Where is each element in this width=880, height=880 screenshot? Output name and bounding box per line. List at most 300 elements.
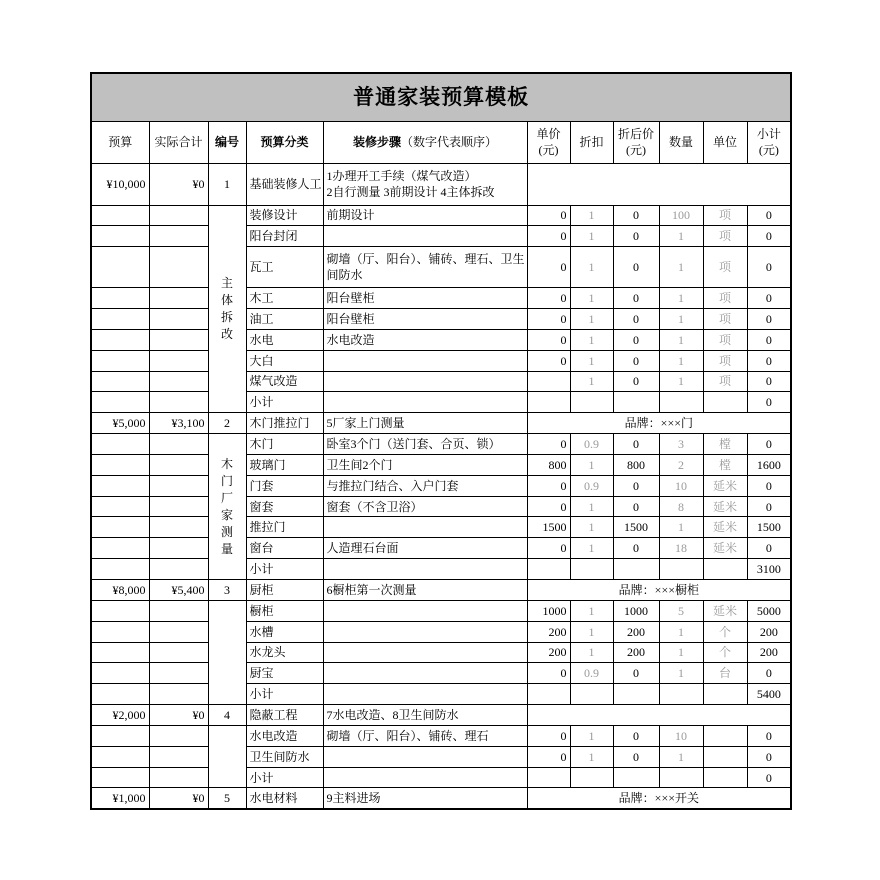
item-row (91, 663, 791, 684)
discount-value: 1 (570, 621, 613, 642)
discount-value: 1 (570, 746, 613, 767)
empty-actual-total-cell (149, 434, 208, 455)
subtotal-value: 0 (747, 746, 791, 767)
budget-value: ¥10,000 (91, 163, 149, 205)
header-number: 编号 (208, 121, 246, 163)
unit-label (703, 746, 747, 767)
empty-actual-total-cell (149, 684, 208, 705)
category-label: 水龙头 (246, 642, 323, 663)
header-category: 预算分类 (246, 121, 323, 163)
quantity-value: 1 (659, 371, 703, 392)
section-side-label (208, 600, 246, 704)
empty-budget-cell (91, 247, 149, 288)
item-row (91, 496, 791, 517)
unit-price-value: 1000 (527, 600, 570, 621)
unit-label: 项 (703, 371, 747, 392)
unit-price-value (527, 767, 570, 788)
empty-actual-total-cell (149, 600, 208, 621)
steps-text (323, 226, 527, 247)
empty-budget-cell (91, 371, 149, 392)
steps-text: 1办理开工手续（煤气改造） 2自行测量 3前期设计 4主体拆改 (323, 163, 527, 205)
unit-label: 项 (703, 247, 747, 288)
subtotal-value: 0 (747, 247, 791, 288)
empty-budget-cell (91, 559, 149, 580)
unit-label (703, 725, 747, 746)
unit-label: 延米 (703, 475, 747, 496)
item-row (91, 454, 791, 475)
page-title: 普通家装预算模板 (91, 73, 791, 121)
steps-text (323, 746, 527, 767)
category-label: 橱柜 (246, 600, 323, 621)
category-label: 窗套 (246, 496, 323, 517)
subtotal-value: 5400 (747, 684, 791, 705)
item-row (91, 684, 791, 705)
unit-price-value: 0 (527, 226, 570, 247)
item-row (91, 288, 791, 309)
quantity-value: 1 (659, 746, 703, 767)
discounted-price-value: 0 (613, 475, 659, 496)
header-steps-label: 装修步骤 (352, 135, 401, 149)
quantity-value: 18 (659, 538, 703, 559)
unit-price-value (527, 371, 570, 392)
subtotal-value: 1600 (747, 454, 791, 475)
unit-price-value: 1500 (527, 517, 570, 538)
discount-value: 1 (570, 247, 613, 288)
unit-label: 樘 (703, 454, 747, 475)
discounted-price-value: 200 (613, 642, 659, 663)
category-label: 水电改造 (246, 725, 323, 746)
steps-text: 阳台壁柜 (323, 309, 527, 330)
subtotal-value: 0 (747, 663, 791, 684)
discounted-price-value: 0 (613, 205, 659, 226)
header-steps (323, 121, 527, 163)
subtotal-value: 0 (747, 371, 791, 392)
category-label: 阳台封闭 (246, 226, 323, 247)
empty-budget-cell (91, 600, 149, 621)
unit-price-value: 0 (527, 475, 570, 496)
unit-price-value: 0 (527, 205, 570, 226)
item-row (91, 329, 791, 350)
category-label: 油工 (246, 309, 323, 330)
category-label: 水电 (246, 329, 323, 350)
unit-price-value: 200 (527, 621, 570, 642)
category-label: 水槽 (246, 621, 323, 642)
discounted-price-value: 1000 (613, 600, 659, 621)
item-row (91, 538, 791, 559)
section-row (91, 705, 791, 726)
empty-actual-total-cell (149, 350, 208, 371)
discount-value: 0.9 (570, 434, 613, 455)
empty-actual-total-cell (149, 746, 208, 767)
header-steps-note: （数字代表顺序） (401, 135, 498, 149)
actual-total-value: ¥0 (149, 163, 208, 205)
category-label: 瓦工 (246, 247, 323, 288)
steps-text: 卫生间2个门 (323, 454, 527, 475)
discount-value: 1 (570, 496, 613, 517)
quantity-value: 10 (659, 725, 703, 746)
discount-value: 1 (570, 205, 613, 226)
steps-text: 7水电改造、8卫生间防水 (323, 705, 527, 726)
subtotal-value: 0 (747, 288, 791, 309)
header-budget: 预算 (91, 121, 149, 163)
quantity-value (659, 684, 703, 705)
unit-label (703, 559, 747, 580)
empty-budget-cell (91, 538, 149, 559)
item-row (91, 371, 791, 392)
item-row (91, 642, 791, 663)
unit-label: 延米 (703, 517, 747, 538)
subtotal-value: 0 (747, 350, 791, 371)
quantity-value: 1 (659, 329, 703, 350)
subtotal-value: 200 (747, 621, 791, 642)
header-quantity: 数量 (659, 121, 703, 163)
empty-budget-cell (91, 434, 149, 455)
empty-budget-cell (91, 205, 149, 226)
discounted-price-value: 0 (613, 538, 659, 559)
item-row (91, 226, 791, 247)
category-label: 小计 (246, 559, 323, 580)
discount-value: 1 (570, 309, 613, 330)
header-unit-price-label: 单价 (536, 127, 561, 141)
category-label: 厨宝 (246, 663, 323, 684)
header-unit-price (527, 121, 570, 163)
empty-budget-cell (91, 621, 149, 642)
section-number: 3 (208, 580, 246, 601)
unit-label: 延米 (703, 600, 747, 621)
unit-price-value: 200 (527, 642, 570, 663)
quantity-value: 1 (659, 288, 703, 309)
item-row (91, 746, 791, 767)
subtotal-value: 0 (747, 329, 791, 350)
unit-label (703, 684, 747, 705)
empty-budget-cell (91, 746, 149, 767)
steps-text (323, 642, 527, 663)
steps-text: 砌墙（厅、阳台）、铺砖、理石、卫生间防水 (323, 247, 527, 288)
item-row (91, 767, 791, 788)
subtotal-value: 0 (747, 725, 791, 746)
discounted-price-value (613, 559, 659, 580)
category-label: 大白 (246, 350, 323, 371)
steps-text: 卧室3个门（送门套、合页、锁） (323, 434, 527, 455)
steps-text (323, 621, 527, 642)
unit-label: 个 (703, 642, 747, 663)
quantity-value: 100 (659, 205, 703, 226)
empty-budget-cell (91, 475, 149, 496)
empty-budget-cell (91, 517, 149, 538)
category-label: 木门 (246, 434, 323, 455)
empty-actual-total-cell (149, 392, 208, 413)
category-label: 窗台 (246, 538, 323, 559)
discount-value: 1 (570, 600, 613, 621)
subtotal-value: 0 (747, 309, 791, 330)
empty-actual-total-cell (149, 642, 208, 663)
empty-actual-total-cell (149, 329, 208, 350)
empty-budget-cell (91, 226, 149, 247)
discounted-price-value: 0 (613, 247, 659, 288)
category-label: 煤气改造 (246, 371, 323, 392)
section-number: 5 (208, 788, 246, 809)
empty-actual-total-cell (149, 621, 208, 642)
category-label: 装修设计 (246, 205, 323, 226)
steps-text: 与推拉门结合、入户门套 (323, 475, 527, 496)
unit-price-value: 0 (527, 309, 570, 330)
empty-budget-cell (91, 767, 149, 788)
unit-price-value: 0 (527, 247, 570, 288)
discount-value: 1 (570, 226, 613, 247)
category-label: 玻璃门 (246, 454, 323, 475)
quantity-value: 1 (659, 663, 703, 684)
quantity-value: 1 (659, 621, 703, 642)
discounted-price-value: 1500 (613, 517, 659, 538)
category-label: 门套 (246, 475, 323, 496)
section-row (91, 580, 791, 601)
empty-actual-total-cell (149, 288, 208, 309)
header-discount: 折扣 (570, 121, 613, 163)
budget-table (90, 72, 792, 810)
item-row (91, 247, 791, 288)
subtotal-value: 0 (747, 392, 791, 413)
unit-price-value: 0 (527, 725, 570, 746)
unit-label: 台 (703, 663, 747, 684)
steps-text: 砌墙（厅、阳台）、铺砖、理石 (323, 725, 527, 746)
section-row (91, 163, 791, 205)
brand-text: 品牌：×××橱柜 (527, 580, 791, 601)
category-label: 小计 (246, 767, 323, 788)
category-label: 厨柜 (246, 580, 323, 601)
category-label: 基础装修人工 (246, 163, 323, 205)
discount-value: 1 (570, 329, 613, 350)
unit-label: 延米 (703, 496, 747, 517)
empty-actual-total-cell (149, 247, 208, 288)
discounted-price-value: 200 (613, 621, 659, 642)
discount-value: 0.9 (570, 663, 613, 684)
item-row (91, 309, 791, 330)
empty-budget-cell (91, 663, 149, 684)
unit-label (703, 392, 747, 413)
empty-budget-cell (91, 350, 149, 371)
item-row (91, 517, 791, 538)
unit-label: 项 (703, 309, 747, 330)
quantity-value: 1 (659, 309, 703, 330)
empty-budget-cell (91, 725, 149, 746)
section-number: 2 (208, 413, 246, 434)
quantity-value: 1 (659, 642, 703, 663)
section-side-label: 木门厂家测量 (208, 434, 246, 580)
section-side-label (208, 725, 246, 788)
item-row (91, 434, 791, 455)
unit-price-value: 0 (527, 434, 570, 455)
steps-text: 人造理石台面 (323, 538, 527, 559)
quantity-value: 1 (659, 517, 703, 538)
empty-actual-total-cell (149, 663, 208, 684)
steps-text: 9主料进场 (323, 788, 527, 809)
steps-text (323, 350, 527, 371)
empty-actual-total-cell (149, 226, 208, 247)
item-row (91, 600, 791, 621)
discount-value (570, 392, 613, 413)
discount-value (570, 684, 613, 705)
empty-actual-total-cell (149, 767, 208, 788)
budget-value: ¥1,000 (91, 788, 149, 809)
discounted-price-value: 0 (613, 371, 659, 392)
subtotal-value: 0 (747, 538, 791, 559)
quantity-value: 1 (659, 226, 703, 247)
empty-budget-cell (91, 309, 149, 330)
steps-text: 6橱柜第一次测量 (323, 580, 527, 601)
item-row (91, 350, 791, 371)
empty-actual-total-cell (149, 496, 208, 517)
section-row (91, 788, 791, 809)
empty-budget-cell (91, 642, 149, 663)
brand-text: 品牌：×××开关 (527, 788, 791, 809)
unit-label: 个 (703, 621, 747, 642)
unit-label: 延米 (703, 538, 747, 559)
steps-text (323, 600, 527, 621)
header-subtotal-unit: (元) (758, 143, 779, 157)
unit-price-value: 800 (527, 454, 570, 475)
header-unit-price-unit: (元) (538, 143, 559, 157)
actual-total-value: ¥0 (149, 788, 208, 809)
discount-value: 1 (570, 454, 613, 475)
header-subtotal-label: 小计 (756, 127, 781, 141)
discounted-price-value (613, 392, 659, 413)
empty-budget-cell (91, 329, 149, 350)
empty-actual-total-cell (149, 309, 208, 330)
quantity-value (659, 767, 703, 788)
unit-price-value: 0 (527, 496, 570, 517)
category-label: 推拉门 (246, 517, 323, 538)
steps-text (323, 517, 527, 538)
category-label: 小计 (246, 392, 323, 413)
quantity-value: 3 (659, 434, 703, 455)
category-label: 小计 (246, 684, 323, 705)
discount-value: 1 (570, 517, 613, 538)
brand-text (527, 163, 791, 205)
unit-price-value: 0 (527, 538, 570, 559)
steps-text (323, 663, 527, 684)
steps-text (323, 559, 527, 580)
steps-text: 阳台壁柜 (323, 288, 527, 309)
discounted-price-value: 0 (613, 496, 659, 517)
unit-label (703, 767, 747, 788)
empty-budget-cell (91, 288, 149, 309)
quantity-value: 1 (659, 247, 703, 288)
category-label: 水电材料 (246, 788, 323, 809)
discounted-price-value: 0 (613, 663, 659, 684)
unit-price-value (527, 684, 570, 705)
category-label: 木门推拉门 (246, 413, 323, 434)
item-row (91, 725, 791, 746)
item-row (91, 475, 791, 496)
subtotal-value: 0 (747, 475, 791, 496)
budget-value: ¥8,000 (91, 580, 149, 601)
actual-total-value: ¥0 (149, 705, 208, 726)
subtotal-value: 0 (747, 205, 791, 226)
discounted-price-value: 0 (613, 746, 659, 767)
header-discounted-price-label: 折后价 (617, 127, 654, 141)
budget-table-body (91, 163, 791, 809)
header-discounted-price (613, 121, 659, 163)
quantity-value: 1 (659, 350, 703, 371)
unit-label: 项 (703, 329, 747, 350)
empty-budget-cell (91, 454, 149, 475)
unit-price-value: 0 (527, 329, 570, 350)
subtotal-value: 5000 (747, 600, 791, 621)
item-row (91, 621, 791, 642)
discounted-price-value (613, 767, 659, 788)
quantity-value: 10 (659, 475, 703, 496)
unit-label: 樘 (703, 434, 747, 455)
steps-text (323, 392, 527, 413)
discount-value: 1 (570, 371, 613, 392)
discounted-price-value: 800 (613, 454, 659, 475)
quantity-value (659, 559, 703, 580)
discounted-price-value: 0 (613, 329, 659, 350)
section-number: 4 (208, 705, 246, 726)
discounted-price-value: 0 (613, 309, 659, 330)
section-number: 1 (208, 163, 246, 205)
quantity-value (659, 392, 703, 413)
section-row (91, 413, 791, 434)
header-discounted-price-unit: (元) (626, 143, 646, 157)
discount-value: 1 (570, 538, 613, 559)
quantity-value: 5 (659, 600, 703, 621)
budget-value: ¥2,000 (91, 705, 149, 726)
category-label: 隐蔽工程 (246, 705, 323, 726)
item-row (91, 392, 791, 413)
empty-actual-total-cell (149, 475, 208, 496)
subtotal-value: 0 (747, 226, 791, 247)
unit-label: 项 (703, 350, 747, 371)
empty-actual-total-cell (149, 725, 208, 746)
subtotal-value: 200 (747, 642, 791, 663)
discounted-price-value: 0 (613, 226, 659, 247)
discounted-price-value: 0 (613, 434, 659, 455)
discounted-price-value: 0 (613, 288, 659, 309)
discounted-price-value (613, 684, 659, 705)
discount-value: 0.9 (570, 475, 613, 496)
empty-actual-total-cell (149, 371, 208, 392)
unit-price-value: 0 (527, 288, 570, 309)
brand-text: 品牌：×××门 (527, 413, 791, 434)
discounted-price-value: 0 (613, 725, 659, 746)
quantity-value: 8 (659, 496, 703, 517)
empty-budget-cell (91, 496, 149, 517)
unit-price-value: 0 (527, 663, 570, 684)
discount-value: 1 (570, 725, 613, 746)
discount-value (570, 767, 613, 788)
empty-budget-cell (91, 684, 149, 705)
unit-price-value: 0 (527, 350, 570, 371)
discount-value: 1 (570, 288, 613, 309)
subtotal-value: 0 (747, 434, 791, 455)
subtotal-value: 3100 (747, 559, 791, 580)
empty-actual-total-cell (149, 517, 208, 538)
section-side-label: 主体拆改 (208, 205, 246, 413)
steps-text (323, 767, 527, 788)
title-row (91, 73, 791, 121)
item-row (91, 559, 791, 580)
unit-price-value (527, 559, 570, 580)
subtotal-value: 0 (747, 767, 791, 788)
actual-total-value: ¥5,400 (149, 580, 208, 601)
unit-price-value (527, 392, 570, 413)
unit-label: 项 (703, 205, 747, 226)
unit-label: 项 (703, 288, 747, 309)
brand-text (527, 705, 791, 726)
steps-text (323, 371, 527, 392)
empty-actual-total-cell (149, 559, 208, 580)
